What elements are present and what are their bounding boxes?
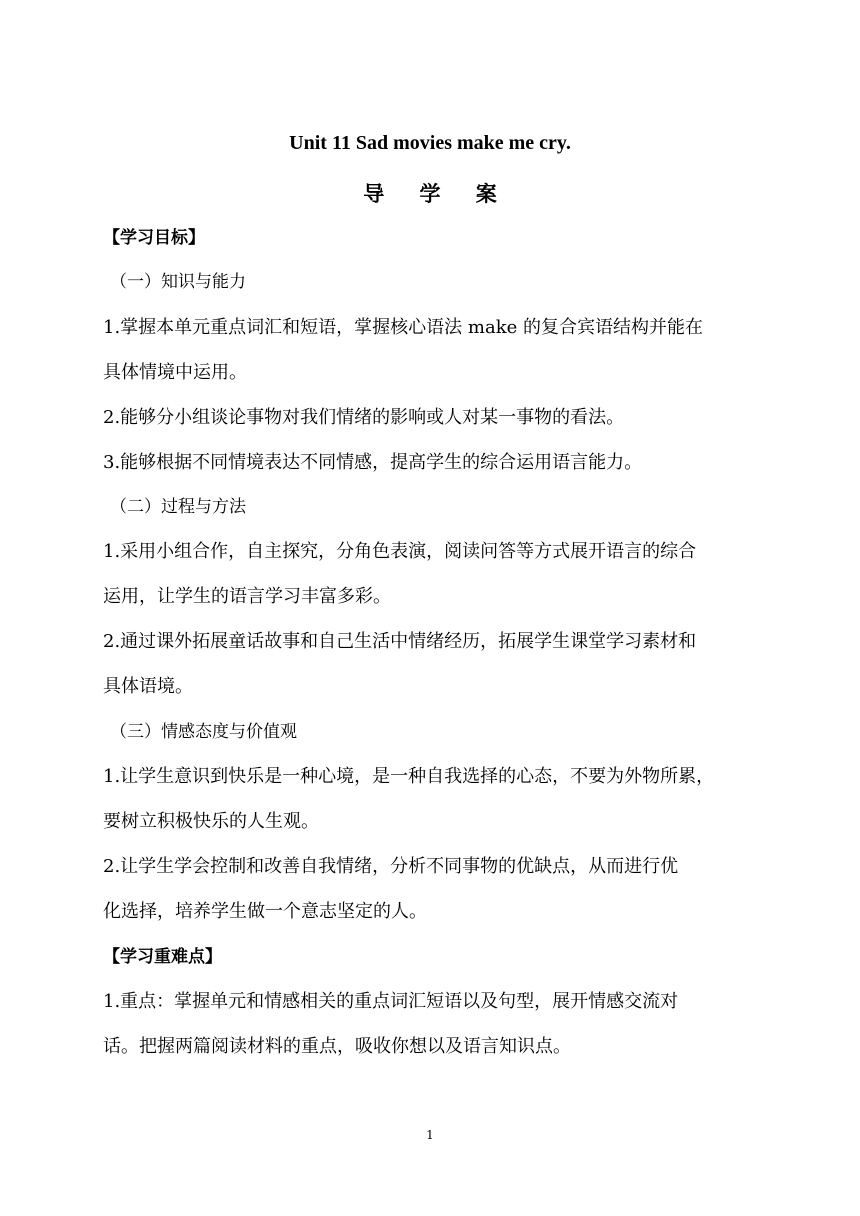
objectives-heading: 【学习目标】 xyxy=(103,228,205,248)
process-2-line-2: 具体语境。 xyxy=(103,676,193,697)
page-number: 1 xyxy=(426,1128,434,1142)
document-subtitle: 导 学 案 xyxy=(363,182,511,206)
process-1-line-2: 运用，让学生的语言学习丰富多彩。 xyxy=(103,586,391,607)
objective-1-line-1: 1.掌握本单元重点词汇和短语，掌握核心语法 make 的复合宾语结构并能在 xyxy=(103,317,703,338)
key-point-1-line-1: 1.重点：掌握单元和情感相关的重点词汇短语以及句型，展开情感交流对 xyxy=(103,991,679,1012)
attitude-2-line-2: 化选择，培养学生做一个意志坚定的人。 xyxy=(103,901,427,922)
objective-3: 3.能够根据不同情境表达不同情感，提高学生的综合运用语言能力。 xyxy=(103,452,643,473)
attitude-2-line-1: 2.让学生学会控制和改善自我情绪，分析不同事物的优缺点，从而进行优 xyxy=(103,856,679,877)
section-process-method: （二）过程与方法 xyxy=(110,497,246,517)
process-2-line-1: 2.通过课外拓展童话故事和自己生活中情绪经历，拓展学生课堂学习素材和 xyxy=(103,631,697,652)
section-attitude-values: （三）情感态度与价值观 xyxy=(110,722,297,742)
section-knowledge-ability: （一）知识与能力 xyxy=(110,272,246,292)
attitude-1-line-1: 1.让学生意识到快乐是一种心境，是一种自我选择的心态，不要为外物所累， xyxy=(103,766,715,787)
key-point-1-line-2: 话。把握两篇阅读材料的重点，吸收你想以及语言知识点。 xyxy=(103,1036,571,1057)
attitude-1-line-2: 要树立积极快乐的人生观。 xyxy=(103,811,319,832)
process-1-line-1: 1.采用小组合作，自主探究，分角色表演，阅读问答等方式展开语言的综合 xyxy=(103,541,697,562)
document-title: Unit 11 Sad movies make me cry. xyxy=(289,132,571,154)
objective-1-line-2: 具体情境中运用。 xyxy=(103,362,247,383)
key-points-heading: 【学习重难点】 xyxy=(103,947,222,967)
objective-2: 2.能够分小组谈论事物对我们情绪的影响或人对某一事物的看法。 xyxy=(103,407,625,428)
